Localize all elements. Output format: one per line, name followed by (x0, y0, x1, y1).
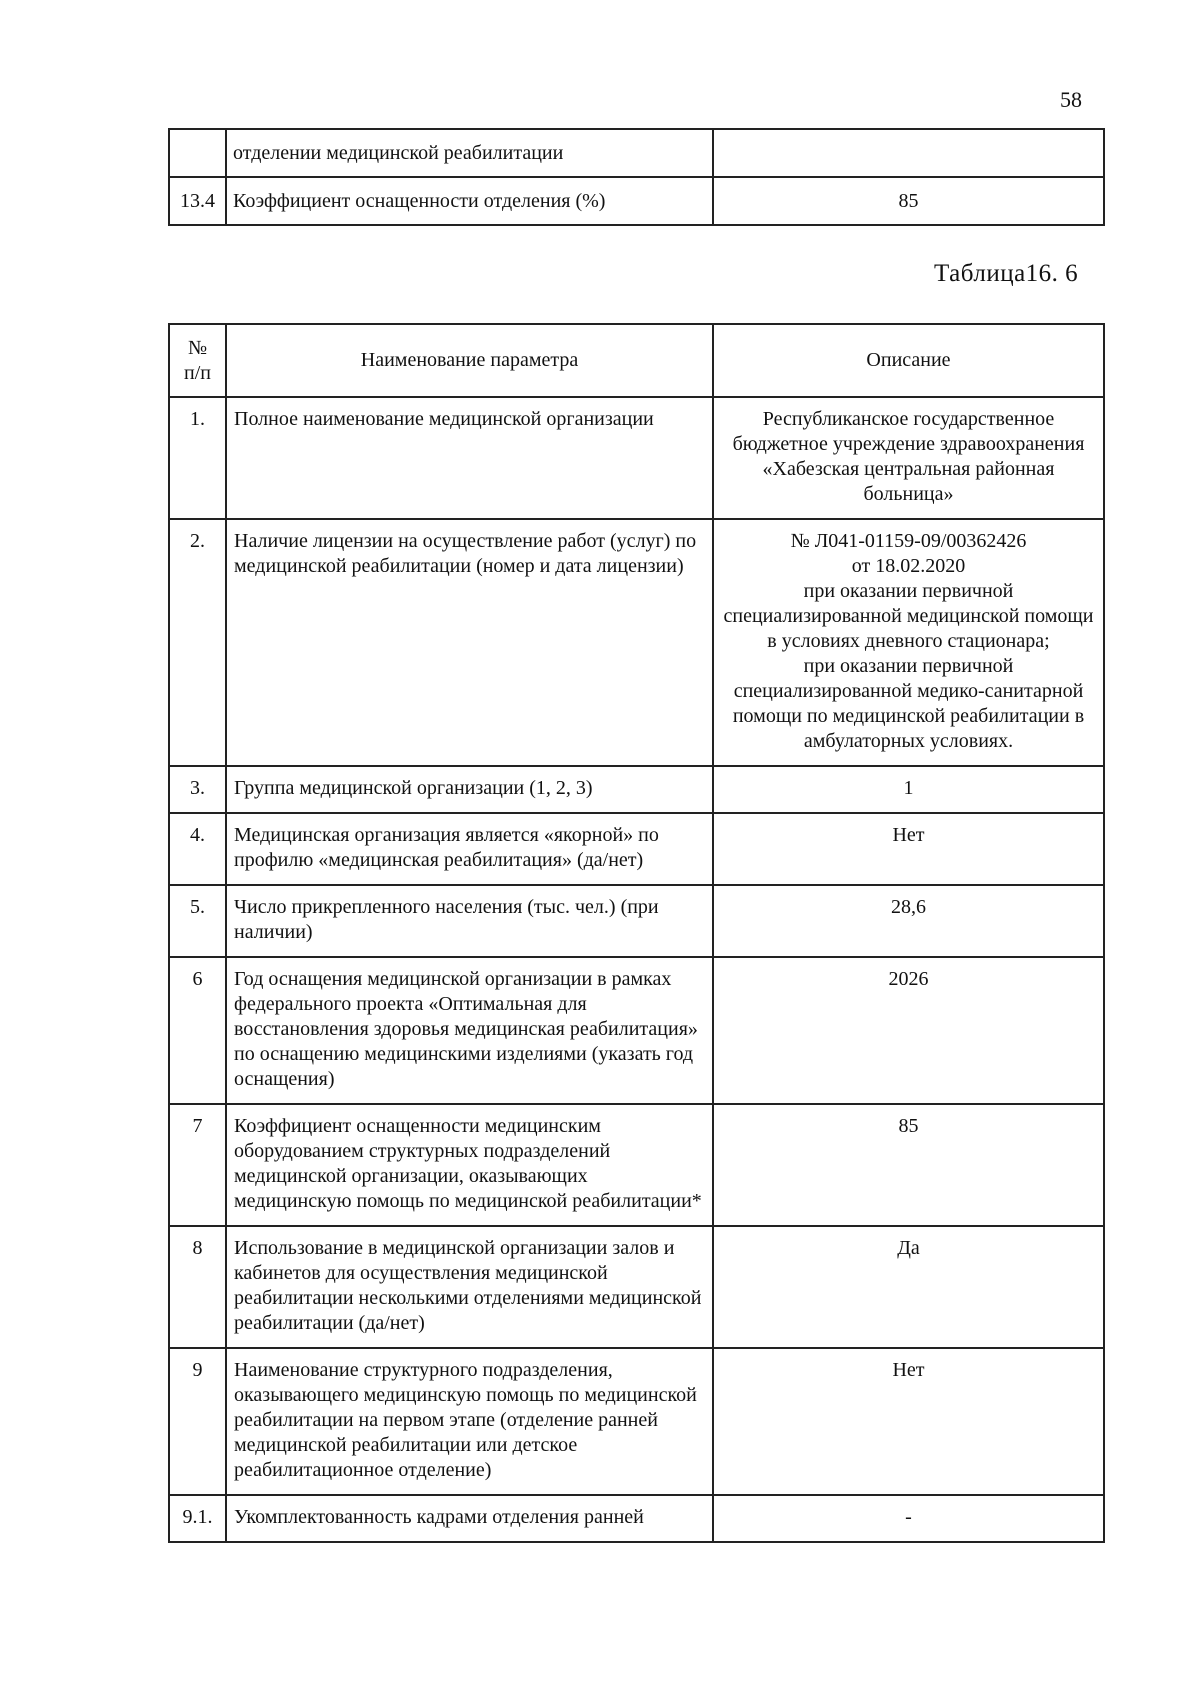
parameter-description: 28,6 (713, 885, 1104, 957)
parameter-name: Наличие лицензии на осуществление работ (услуг) по медицинской реабилитации (номер и дата лицензии) (226, 519, 713, 766)
table-caption: Таблица16. 6 (934, 260, 1079, 287)
row-number (169, 129, 226, 177)
table-row (169, 1104, 1104, 1226)
parameter-description: Нет (713, 813, 1104, 885)
parameter-name: Число прикрепленного населения (тыс. чел.) (при наличии) (226, 885, 713, 957)
header-number (169, 324, 226, 397)
parameter-name: Наименование структурного подразделения, оказывающего медицинскую помощь по медицинской реабилитации на первом этапе (отделение ранней медицинской реабилитации или детское реабилитационное отделение) (226, 1348, 713, 1495)
table-header-row (169, 324, 1104, 397)
parameters-table (168, 323, 1105, 1543)
row-number: 4. (169, 813, 226, 885)
parameter-name: Использование в медицинской организации залов и кабинетов для осуществления медицинской реабилитации несколькими отделениями медицинской реабилитации (да/нет) (226, 1226, 713, 1348)
table-row (169, 1348, 1104, 1495)
row-number: 13.4 (169, 177, 226, 225)
row-number: 5. (169, 885, 226, 957)
table-row (169, 885, 1104, 957)
parameter-name: Медицинская организация является «якорной» по профилю «медицинская реабилитация» (да/нет) (226, 813, 713, 885)
parameter-description: - (713, 1495, 1104, 1542)
table-row (169, 397, 1104, 519)
parameter-name: Год оснащения медицинской организации в рамках федерального проекта «Оптимальная для восстановления здоровья медицинская реабилитация» по оснащению медицинскими изделиями (указать год оснащения) (226, 957, 713, 1104)
table-row (169, 1226, 1104, 1348)
header-number-abbr: п/п (184, 361, 211, 384)
row-number: 6 (169, 957, 226, 1104)
table-row (169, 957, 1104, 1104)
table-row (169, 1495, 1104, 1542)
continuation-table (168, 128, 1105, 226)
license-scope-outpatient: при оказании первичной специализированной медико-санитарной помощи по медицинской реабилитации в амбулаторных условиях. (732, 655, 1085, 752)
parameter-description: 85 (713, 177, 1104, 225)
row-number: 8 (169, 1226, 226, 1348)
parameter-name: Коэффициент оснащенности медицинским оборудованием структурных подразделений медицинской организации, оказывающих медицинскую помощь по медицинской реабилитации* (226, 1104, 713, 1226)
parameter-description: 1 (713, 766, 1104, 813)
header-number-symbol: № (187, 336, 208, 359)
parameter-name: отделении медицинской реабилитации (226, 129, 713, 177)
parameter-name: Коэффициент оснащенности отделения (%) (226, 177, 713, 225)
header-parameter: Наименование параметра (226, 324, 713, 397)
parameter-description: 85 (713, 1104, 1104, 1226)
license-date: от 18.02.2020 (851, 555, 966, 577)
parameter-description (713, 519, 1104, 766)
row-number: 7 (169, 1104, 226, 1226)
row-number: 9 (169, 1348, 226, 1495)
license-scope-day-hospital: при оказании первичной специализированной медицинской помощи в условиях дневного стационара; (723, 580, 1094, 652)
row-number: 9.1. (169, 1495, 226, 1542)
page-number: 58 (1060, 87, 1082, 112)
parameter-name: Полное наименование медицинской организации (226, 397, 713, 519)
parameter-description: 2026 (713, 957, 1104, 1104)
row-number: 3. (169, 766, 226, 813)
table-row (169, 813, 1104, 885)
parameter-name: Укомплектованность кадрами отделения ранней (226, 1495, 713, 1542)
parameter-description: Нет (713, 1348, 1104, 1495)
table-row (169, 766, 1104, 813)
row-number: 2. (169, 519, 226, 766)
table-row (169, 519, 1104, 766)
license-number: № Л041-01159-09/00362426 (790, 530, 1027, 552)
table-row (169, 129, 1104, 177)
parameter-description: Да (713, 1226, 1104, 1348)
parameter-name: Группа медицинской организации (1, 2, 3) (226, 766, 713, 813)
header-description: Описание (713, 324, 1104, 397)
parameter-description (713, 129, 1104, 177)
table-row (169, 177, 1104, 225)
row-number: 1. (169, 397, 226, 519)
parameter-description: Республиканское государственное бюджетное учреждение здравоохранения «Хабезская центральная районная больница» (713, 397, 1104, 519)
